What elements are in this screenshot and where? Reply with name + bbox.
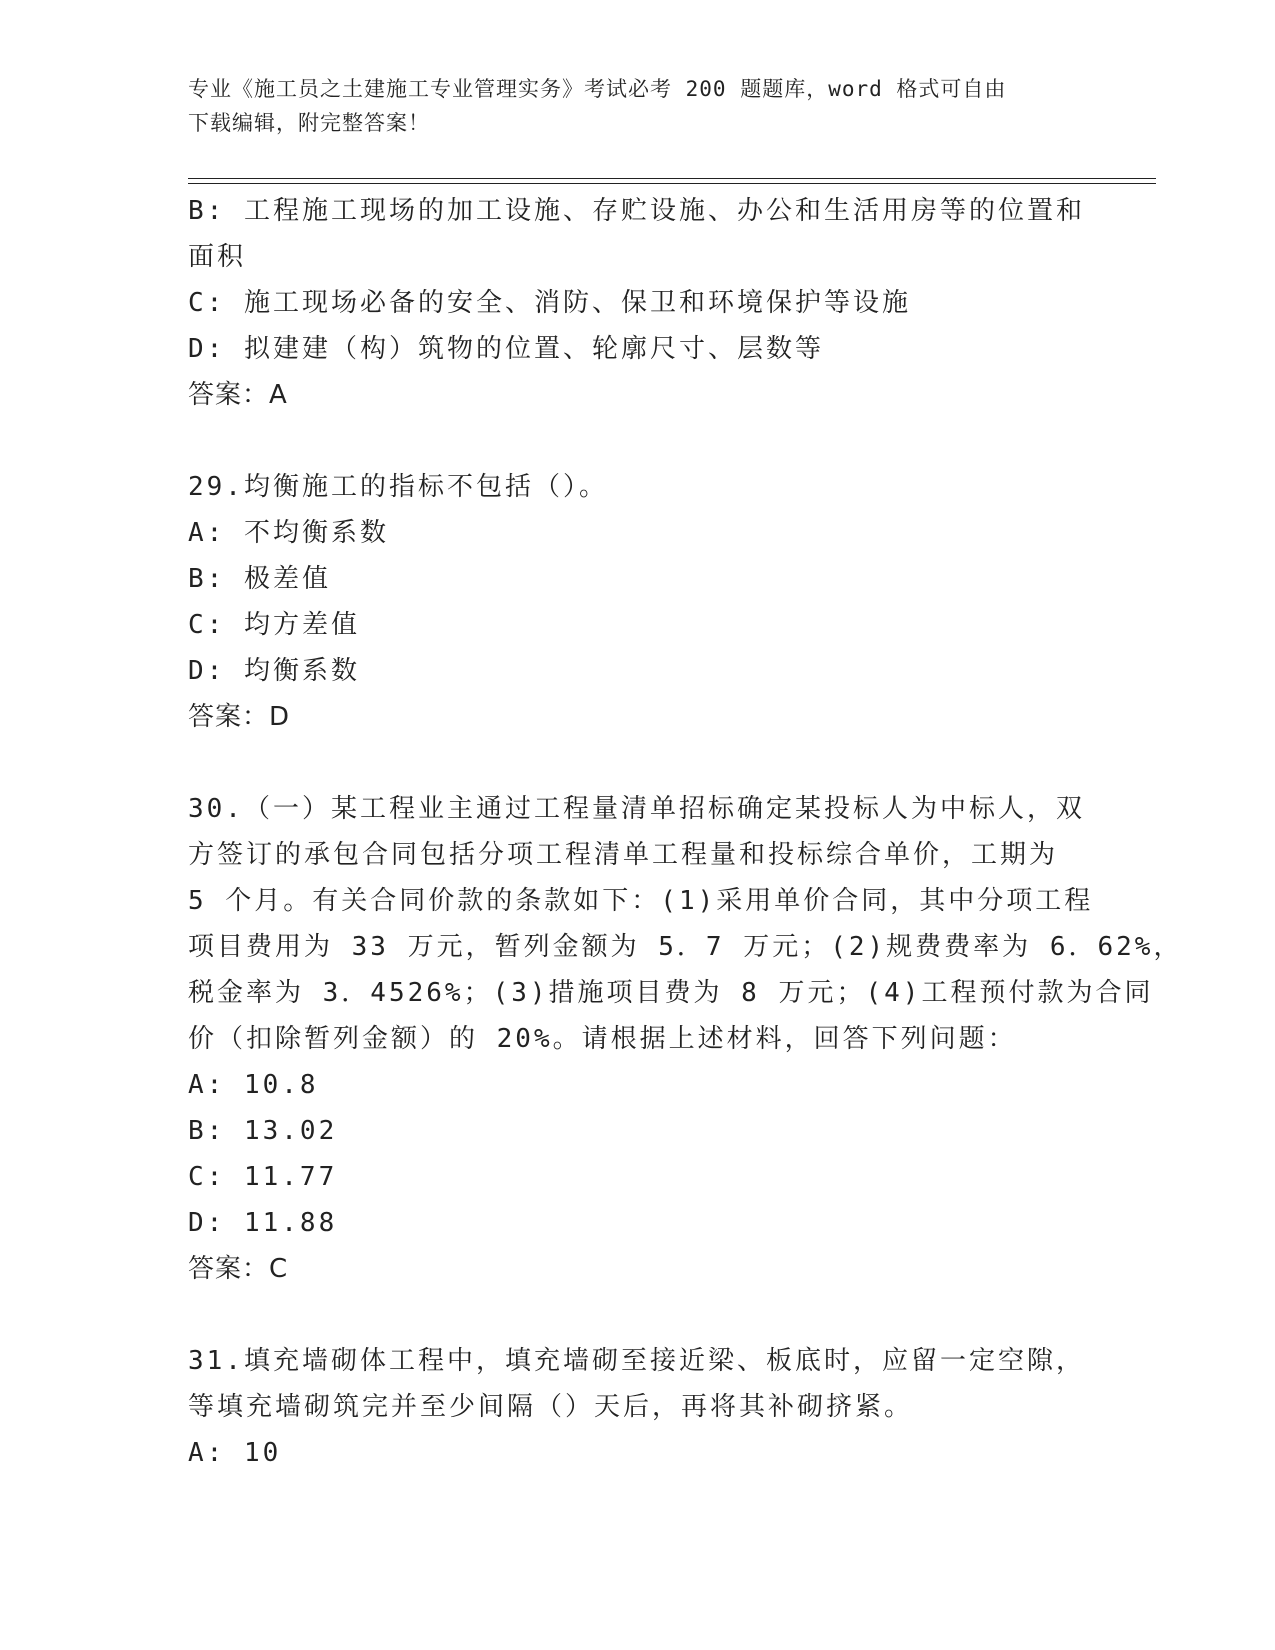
question-block-28 xyxy=(188,188,1088,418)
question-block-29 xyxy=(188,464,1088,740)
option-a: A: 10 xyxy=(188,1438,282,1468)
option-d: D: 均衡系数 xyxy=(188,656,360,686)
option-d: D: 拟建建（构）筑物的位置、轮廓尺寸、层数等 xyxy=(188,334,824,364)
question-stem-line-5: 税金率为 3．4526%；(3)措施项目费为 8 万元；(4)工程预付款为合同 xyxy=(188,978,1154,1008)
question-stem-line-1: 31.填充墙砌体工程中，填充墙砌至接近梁、板底时，应留一定空隙， xyxy=(188,1346,1085,1376)
question-stem-line-6: 价（扣除暂列金额）的 20%。请根据上述材料，回答下列问题： xyxy=(188,1024,1017,1054)
option-b: B: 极差值 xyxy=(188,564,331,594)
header-line-2: 下载编辑，附完整答案！ xyxy=(188,111,430,135)
question-block-31 xyxy=(188,1338,1088,1476)
question-block-30 xyxy=(188,786,1183,1292)
option-b-line-1: B: 工程施工现场的加工设施、存贮设施、办公和生活用房等的位置和 xyxy=(188,196,1085,226)
answer-line: 答案：A xyxy=(188,380,288,410)
question-stem-line-4: 项目费用为 33 万元，暂列金额为 5．7 万元；(2)规费费率为 6．62%， xyxy=(188,932,1183,962)
option-c: C: 11.77 xyxy=(188,1162,338,1192)
question-stem-line-3: 5 个月。有关合同价款的条款如下：(1)采用单价合同，其中分项工程 xyxy=(188,886,1094,916)
option-c: C: 均方差值 xyxy=(188,610,360,640)
question-stem-line-1: 30.（一）某工程业主通过工程量清单招标确定某投标人为中标人，双 xyxy=(188,794,1085,824)
header-divider-top xyxy=(188,178,1156,179)
header-divider-bottom xyxy=(188,183,1156,184)
option-b: B: 13.02 xyxy=(188,1116,338,1146)
question-stem: 29.均衡施工的指标不包括（）。 xyxy=(188,472,608,502)
answer-line: 答案：D xyxy=(188,702,291,732)
block-spacer xyxy=(188,740,1088,786)
option-b-line-2: 面积 xyxy=(188,242,247,272)
block-spacer xyxy=(188,1292,1088,1338)
block-spacer xyxy=(188,418,1088,464)
document-header xyxy=(188,72,1088,140)
question-stem-line-2: 方签订的承包合同包括分项工程清单工程量和投标综合单价，工期为 xyxy=(188,840,1059,870)
header-line-1: 专业《施工员之土建施工专业管理实务》考试必考 200 题题库，word 格式可自由 xyxy=(188,77,1007,101)
option-a: A: 10.8 xyxy=(188,1070,319,1100)
option-d: D: 11.88 xyxy=(188,1208,338,1238)
option-c: C: 施工现场必备的安全、消防、保卫和环境保护等设施 xyxy=(188,288,911,318)
option-a: A: 不均衡系数 xyxy=(188,518,389,548)
question-list xyxy=(188,188,1183,1476)
question-stem-line-2: 等填充墙砌筑完并至少间隔（）天后，再将其补砌挤紧。 xyxy=(188,1392,914,1422)
answer-line: 答案：C xyxy=(188,1254,289,1284)
